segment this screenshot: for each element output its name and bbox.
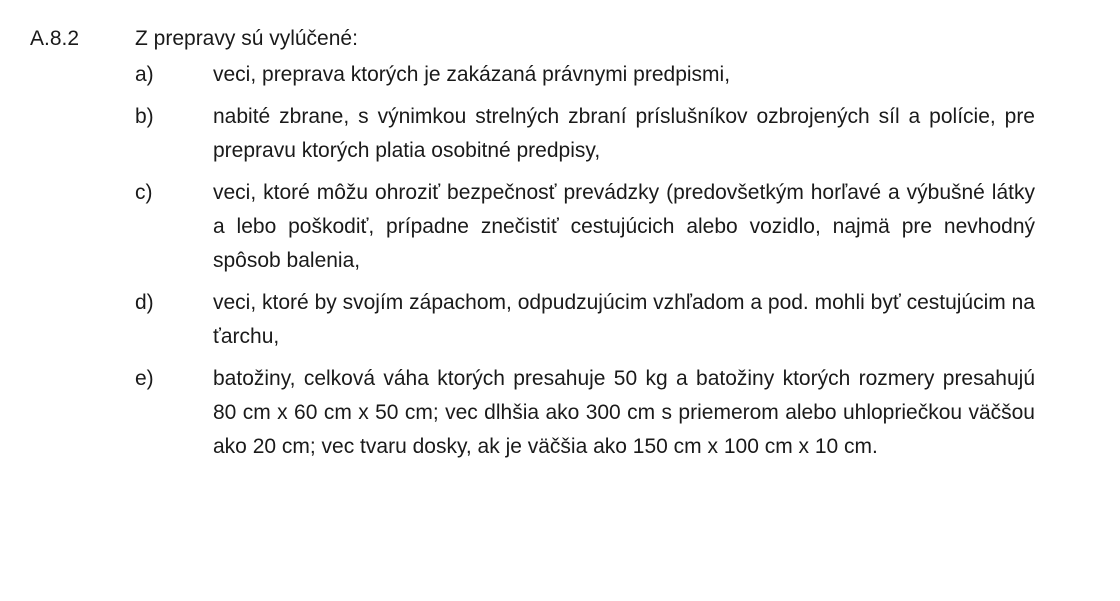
list-item-text: batožiny, celková váha ktorých presahuje 50 kg a batožiny ktorých rozmery presahujú 80 cm x 60 cm x 50 cm; vec dlhšia ako 300 cm s priemerom alebo uhlopriečkou väčšou ako 20 cm; vec tvaru dosky, ak je väčšia ako 150 cm x 100 cm x 10 cm. — [213, 367, 1035, 458]
section-number: A.8.2 — [30, 27, 80, 50]
list-item-letter: c) — [135, 181, 153, 204]
list-item-text: veci, ktoré by svojím zápachom, odpudzujúcim vzhľadom a pod. mohli byť cestujúcim na ťarchu, — [213, 291, 1035, 348]
list-item-text: veci, ktoré môžu ohroziť bezpečnosť prevádzky (predovšetkým horľavé a výbušné látky a lebo poškodiť, prípadne znečistiť cestujúcich alebo vozidlo, najmä pre nevhodný spôsob balenia, — [213, 181, 1035, 272]
list-item-text: veci, preprava ktorých je zakázaná právnymi predpismi, — [213, 63, 731, 86]
list-item-letter: d) — [135, 291, 154, 314]
section-title: Z prepravy sú vylúčené: — [135, 27, 358, 50]
list-item-text: nabité zbrane, s výnimkou strelných zbraní príslušníkov ozbrojených síl a polície, pre prepravu ktorých platia osobitné predpisy, — [213, 105, 1035, 162]
list-item-letter: a) — [135, 63, 154, 86]
list-item-letter: e) — [135, 367, 154, 390]
list-item-letter: b) — [135, 105, 154, 128]
